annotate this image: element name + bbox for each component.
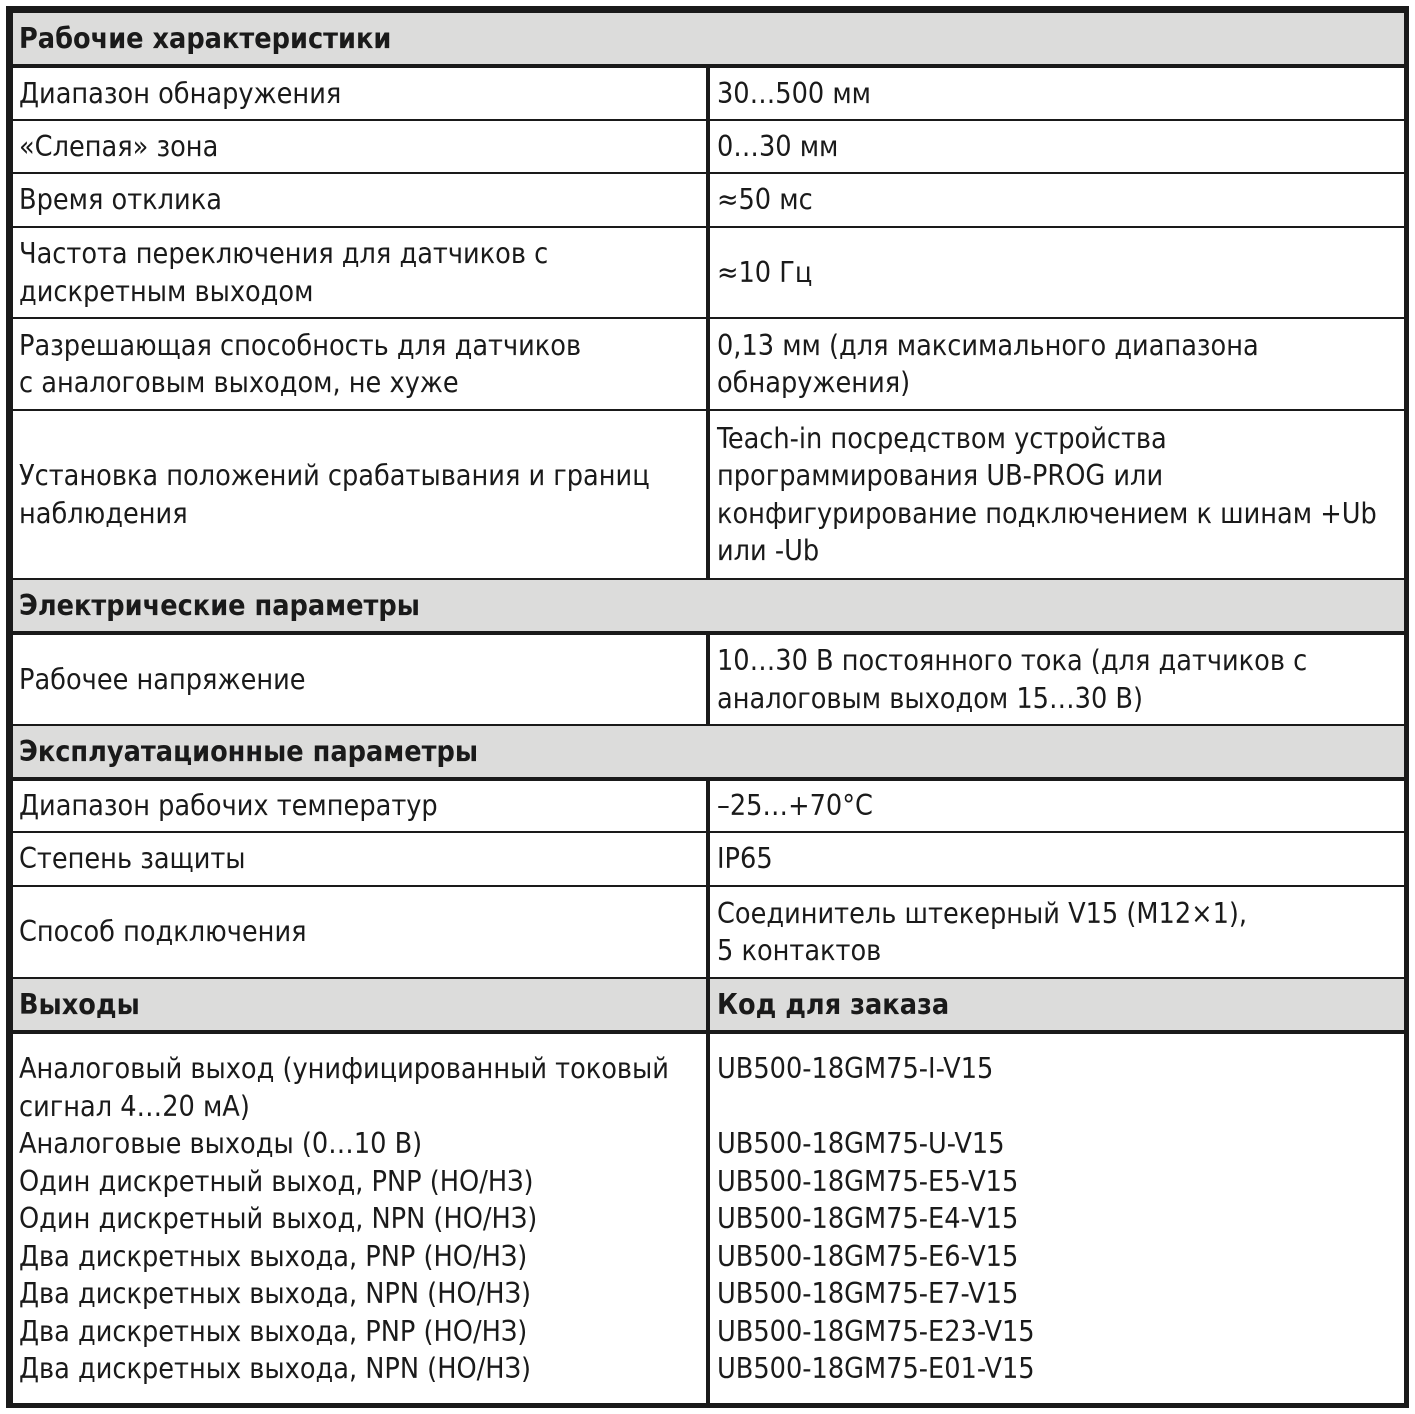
param-value: –25…+70°С <box>708 779 1405 832</box>
table-row <box>12 120 1405 173</box>
table-row <box>12 779 1405 832</box>
order-code: UB500-18GM75-U-V15 <box>717 1127 1005 1160</box>
section-title: Рабочие характеристики <box>12 12 1405 66</box>
list-item: сигнал 4…20 мА) <box>19 1089 250 1123</box>
param-label: Рабочее напряжение <box>12 633 708 725</box>
order-code: UB500-18GM75-E5-V15 <box>717 1164 1019 1198</box>
param-label: Время отклика <box>12 173 708 227</box>
param-label: Установка положений срабатывания и границ наблюдения <box>12 410 708 579</box>
table-row <box>12 173 1405 227</box>
list-item: Два дискретных выхода, PNP (НО/НЗ) <box>19 1314 528 1348</box>
table-row <box>12 633 1405 725</box>
section-header-electrical <box>12 579 1405 633</box>
spacer <box>717 1088 1398 1126</box>
order-code: UB500-18GM75-E01-V15 <box>717 1352 1035 1385</box>
list-item: Аналоговые выходы (0…10 В) <box>19 1127 423 1160</box>
table-row <box>12 832 1405 886</box>
param-label: «Слепая» зона <box>12 120 708 173</box>
list-item: Один дискретный выход, NPN (НО/НЗ) <box>19 1202 538 1235</box>
param-value: ≈50 мс <box>708 173 1405 227</box>
table-row <box>12 410 1405 579</box>
order-code: UB500-18GM75-E23-V15 <box>717 1314 1035 1348</box>
param-value: 10…30 В постоянного тока (для датчиков с аналоговым выходом 15…30 В) <box>708 633 1405 725</box>
param-value: Teach-in посредством устройства программирования UB-PROG или конфигурирование подключением к шинам +Ub или -Ub <box>708 410 1405 579</box>
outputs-title: Выходы <box>12 978 708 1032</box>
param-label: Разрешающая способность для датчиков с аналоговым выходом, не хуже <box>12 318 708 410</box>
param-value: Соединитель штекерный V15 (M12×1), 5 контактов <box>708 886 1405 978</box>
order-code: UB500-18GM75-I-V15 <box>717 1052 994 1085</box>
outputs-list <box>12 1032 708 1404</box>
table-row <box>12 66 1405 120</box>
order-code: UB500-18GM75-E4-V15 <box>717 1202 1019 1235</box>
order-code: UB500-18GM75-E6-V15 <box>717 1239 1019 1273</box>
table-row <box>12 886 1405 978</box>
section-title: Электрические параметры <box>12 579 1405 633</box>
table-row <box>12 318 1405 410</box>
section-header-operational <box>12 725 1405 779</box>
param-value: ≈10 Гц <box>708 227 1405 318</box>
table-row <box>12 1032 1405 1404</box>
list-item: Два дискретных выхода, NPN (НО/НЗ) <box>19 1277 532 1310</box>
param-value: 0,13 мм (для максимального диапазона обнаружения) <box>708 318 1405 410</box>
param-value: 30…500 мм <box>708 66 1405 120</box>
order-codes-list <box>708 1032 1405 1404</box>
param-label: Способ подключения <box>12 886 708 978</box>
table-row <box>12 227 1405 318</box>
section-header-performance <box>12 12 1405 66</box>
order-code: UB500-18GM75-E7-V15 <box>717 1277 1019 1310</box>
list-item: Один дискретный выход, PNP (НО/НЗ) <box>19 1164 534 1198</box>
param-label: Частота переключения для датчиков с дискретным выходом <box>12 227 708 318</box>
param-value: IP65 <box>708 832 1405 886</box>
param-label: Диапазон рабочих температур <box>12 779 708 832</box>
spec-table <box>11 11 1406 1405</box>
list-item: Два дискретных выхода, NPN (НО/НЗ) <box>19 1352 532 1385</box>
param-label: Степень защиты <box>12 832 708 886</box>
list-item: Два дискретных выхода, PNP (НО/НЗ) <box>19 1239 528 1273</box>
param-value: 0…30 мм <box>708 120 1405 173</box>
param-label: Диапазон обнаружения <box>12 66 708 120</box>
list-item: Аналоговый выход (унифицированный токовый <box>19 1052 669 1085</box>
order-code-title: Код для заказа <box>708 978 1405 1032</box>
section-header-outputs <box>12 978 1405 1032</box>
section-title: Эксплуатационные параметры <box>12 725 1405 779</box>
